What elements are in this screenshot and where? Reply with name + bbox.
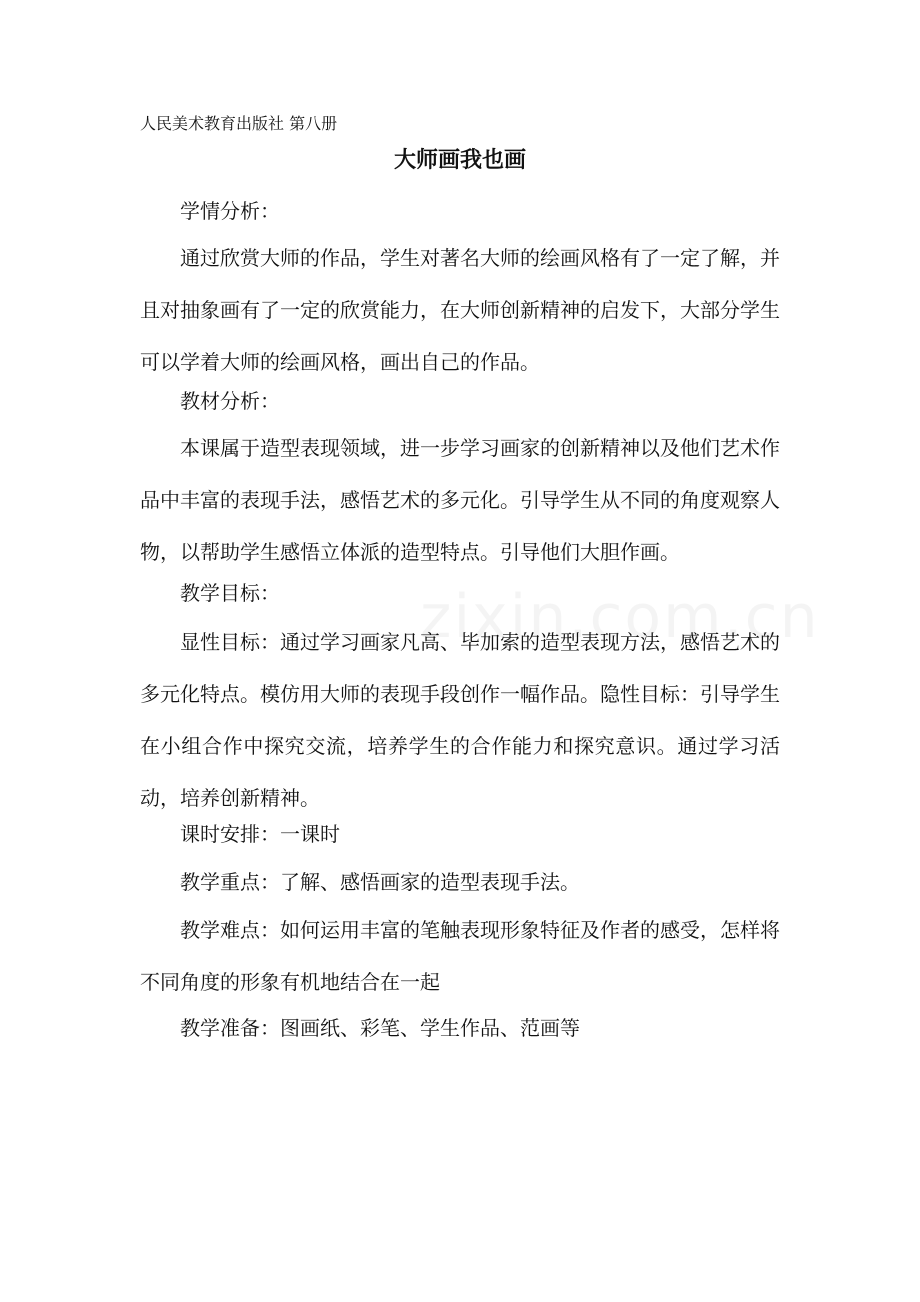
preparation: 教学准备：图画纸、彩笔、学生作品、范画等 (180, 1016, 580, 1040)
material-analysis-heading: 教材分析： (180, 389, 280, 413)
publisher-line: 人民美术教育出版社 第八册 (140, 114, 338, 133)
material-analysis-text: 本课属于造型表现领域，进一步学习画家的创新精神以及他们艺术作品中丰富的表现手法，感悟艺术的多元化。引导学生从不同的角度观察人物，以帮助学生感悟立体派的造型特点。引导他们大胆作画。 (140, 436, 780, 564)
document-title: 大师画我也画 (393, 148, 526, 173)
class-hours: 课时安排：一课时 (180, 822, 340, 846)
learning-analysis-text: 通过欣赏大师的作品，学生对著名大师的绘画风格有了一定了解，并且对抽象画有了一定的欣赏能力，在大师创新精神的启发下，大部分学生可以学着大师的绘画风格，画出自己的作品。 (140, 246, 780, 374)
teaching-goals-text: 显性目标：通过学习画家凡高、毕加索的造型表现方法，感悟艺术的多元化特点。模仿用大师的表现手段创作一幅作品。隐性目标：引导学生在小组合作中探究交流，培养学生的合作能力和探究意识。通过学习活动，培养创新精神。 (140, 630, 780, 810)
difficulties: 教学难点：如何运用丰富的笔触表现形象特征及作者的感受，怎样将不同角度的形象有机地结合在一起 (140, 918, 780, 994)
learning-analysis-heading: 学情分析： (180, 199, 280, 223)
key-points: 教学重点：了解、感悟画家的造型表现手法。 (180, 870, 580, 894)
teaching-goals-heading: 教学目标： (180, 581, 280, 605)
